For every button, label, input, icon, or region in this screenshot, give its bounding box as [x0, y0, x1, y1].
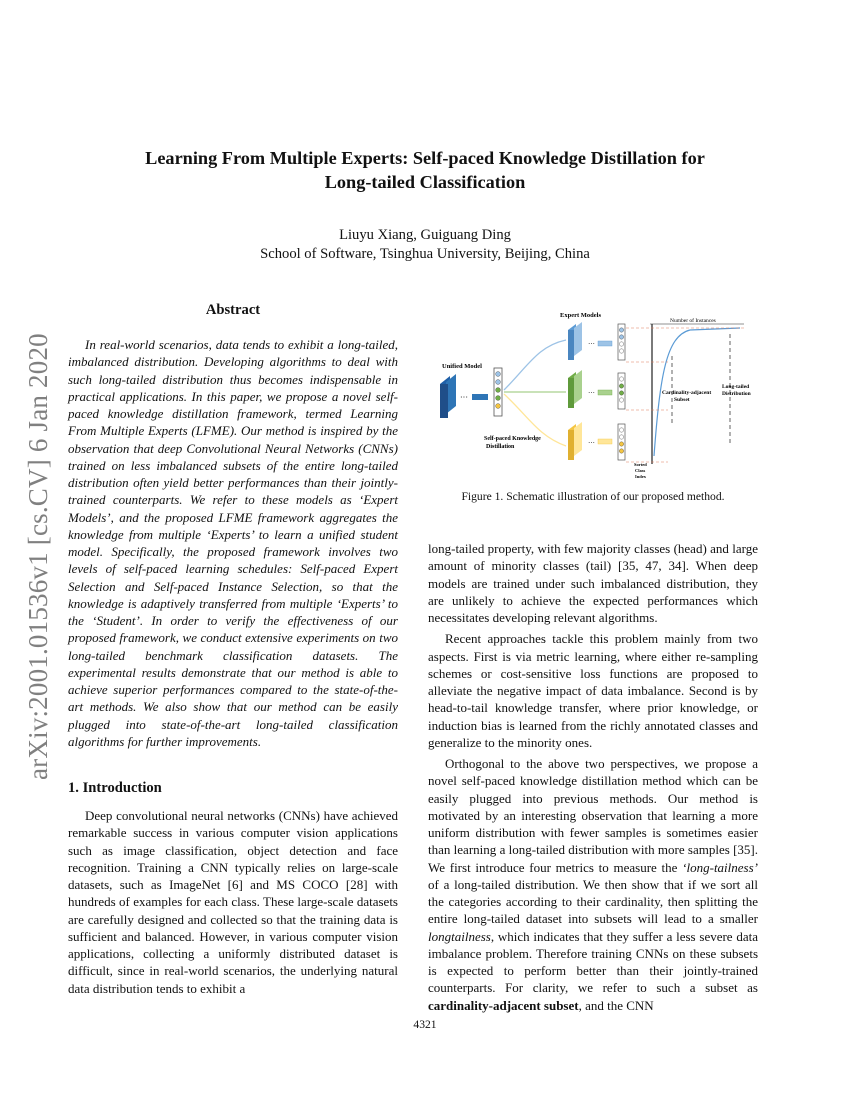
term-longtailness: longtailness: [428, 928, 491, 944]
label-sorted-1: Sorted: [634, 462, 647, 467]
expert-model-3: [568, 422, 625, 460]
authors: Liuyu Xiang, Guiguang Ding: [339, 227, 511, 243]
abstract-heading: Abstract: [205, 302, 261, 318]
term-cardinality-adjacent-subset: cardinality-adjacent subset: [428, 997, 579, 1013]
arrow-to-expert-1: [504, 340, 566, 390]
unified-model-cnn: [440, 374, 456, 418]
label-sorted-3: Index: [635, 474, 647, 479]
svg-text:···: ···: [588, 439, 595, 447]
expert-model-1: [568, 322, 625, 360]
label-expert-models: Expert Models: [560, 312, 601, 319]
paragraph-3: Orthogonal to the above two perspectives, we propose a novel self-paced knowledge distillation method which can be easily plugged into previous methods. Our method is motivated by an interesting observation that learning a more uniform distribution with fewer samples is sometimes easier than learning a long-tailed distribution with more samples [35]. We first introduce four metrics to measure the ‘long-tailness’ of a long-tailed distribution. We then show that if we sort all the categories according to their cardinality, then splitting the entire long-tailed dataset into subsets will lead to a smaller longtailness, which indicates that they suffer a less severe data imbalance problem. Therefore training CNNs on these subsets is expected to perform better than their jointly-trained counterparts. For clarity, we refer to such a subset as cardinality-adjacent subset, and the CNN: [428, 756, 758, 1013]
label-distill-2: Distillation: [486, 444, 515, 450]
title-line-2: Long-tailed Classification: [324, 172, 526, 192]
svg-text:···: ···: [460, 393, 468, 402]
paragraph-1: long-tailed property, with few majority classes (head) and large amount of minority classes (tail) [35, 47, 34]. When deep models are trained under such imbalanced distribution, they are unlikely to achieve the expected performances which necessitates developing relevant algorithms.: [428, 541, 758, 625]
svg-text:···: ···: [588, 340, 595, 348]
expert-model-2: [568, 370, 625, 409]
label-unified-model: Unified Model: [442, 363, 482, 370]
page-number: 4321: [413, 1018, 437, 1031]
label-subset-1: Cardinality-adjacent: [662, 390, 712, 396]
paragraph-2: Recent approaches tackle this problem mainly from two aspects. First is via metric learning, where either re-sampling schemes or cost-sensitive loss functions are proposed to alleviate the negative impact of data imbalance. Second is by head-to-tail knowledge transfer, where prior knowledge, or induction bias is learned from the richly annotated classes and generalize to the minority ones.: [428, 631, 758, 750]
label-num-instances: Number of Instances: [670, 318, 716, 324]
figure-1-diagram: [428, 306, 768, 486]
label-distill-1: Self-paced Knowledge: [484, 436, 541, 442]
abstract-body: [68, 336, 398, 750]
paper-title: [60, 146, 790, 194]
label-sorted-2: Class: [635, 468, 646, 473]
intro-text: Deep convolutional neural networks (CNNs) have achieved remarkable success in various computer vision applications such as image classification, object detection and face recognition. Training a CNN typically relies on large-scale datasets, such as ImageNet [6] and MS COCO [28] with hundreds of examples for each class. These large-scale datasets are carefully designed and collected so that the training data is sufficient and balanced. However, in various computer vision applications, collecting a uniformly distributed dataset is difficult, since in real-world scenarios, the underlying natural data distribution tends to exhibit a: [68, 808, 398, 996]
label-longtail-1: Long-tailed: [722, 384, 750, 390]
author-block: [60, 226, 790, 264]
intro-heading: 1. Introduction: [68, 780, 162, 796]
title-line-1: Learning From Multiple Experts: Self-paced Knowledge Distillation for: [145, 148, 705, 168]
label-subset-2: Subset: [674, 397, 690, 403]
intro-body: [68, 807, 398, 997]
term-long-tailness: ‘long-tailness’: [682, 859, 758, 875]
label-longtail-2: Distribution: [722, 391, 751, 397]
right-column-text: [428, 540, 758, 1018]
unified-feature: [472, 394, 488, 400]
svg-text:···: ···: [588, 389, 595, 397]
affiliation: School of Software, Tsinghua University, Beijing, China: [260, 246, 590, 262]
figure-caption: Figure 1. Schematic illustration of our proposed method.: [461, 490, 725, 503]
abstract-text: In real-world scenarios, data tends to exhibit a long-tailed, imbalanced distribution. Developing algorithms to deal with such long-tailed distribution thus becomes indispensable in practical applications. In this paper, we propose a novel self-paced knowledge distillation framework, termed Learning From Multiple Experts (LFME). Our method is inspired by the observation that deep Convolutional Neural Networks (CNNs) trained on less imbalanced subsets of the entire long-tailed distribution often yield better performances than their jointly-trained counterparts. We refer to these models as ‘Expert Models’, and the proposed LFME framework aggregates the knowledge from multiple ‘Experts’ to learn a unified student model. Specifically, the proposed framework involves two levels of self-paced learning schedules: Self-paced Expert Selection and Self-paced Instance Selection, so that the knowledge is adaptively transferred from multiple ‘Experts’ to the ‘Student’. In order to verify the effectiveness of our proposed framework, we conduct extensive experiments on two long-tailed benchmark classification datasets. The experimental results demonstrate that our method is able to achieve superior performances compared to the state-of-the-art methods. We also show that our method can be easily plugged into state-of-the-art long-tailed classification algorithms for further improvements.: [68, 337, 398, 749]
arxiv-stamp: arXiv:2001.01536v1 [cs.CV] 6 Jan 2020: [23, 333, 53, 780]
